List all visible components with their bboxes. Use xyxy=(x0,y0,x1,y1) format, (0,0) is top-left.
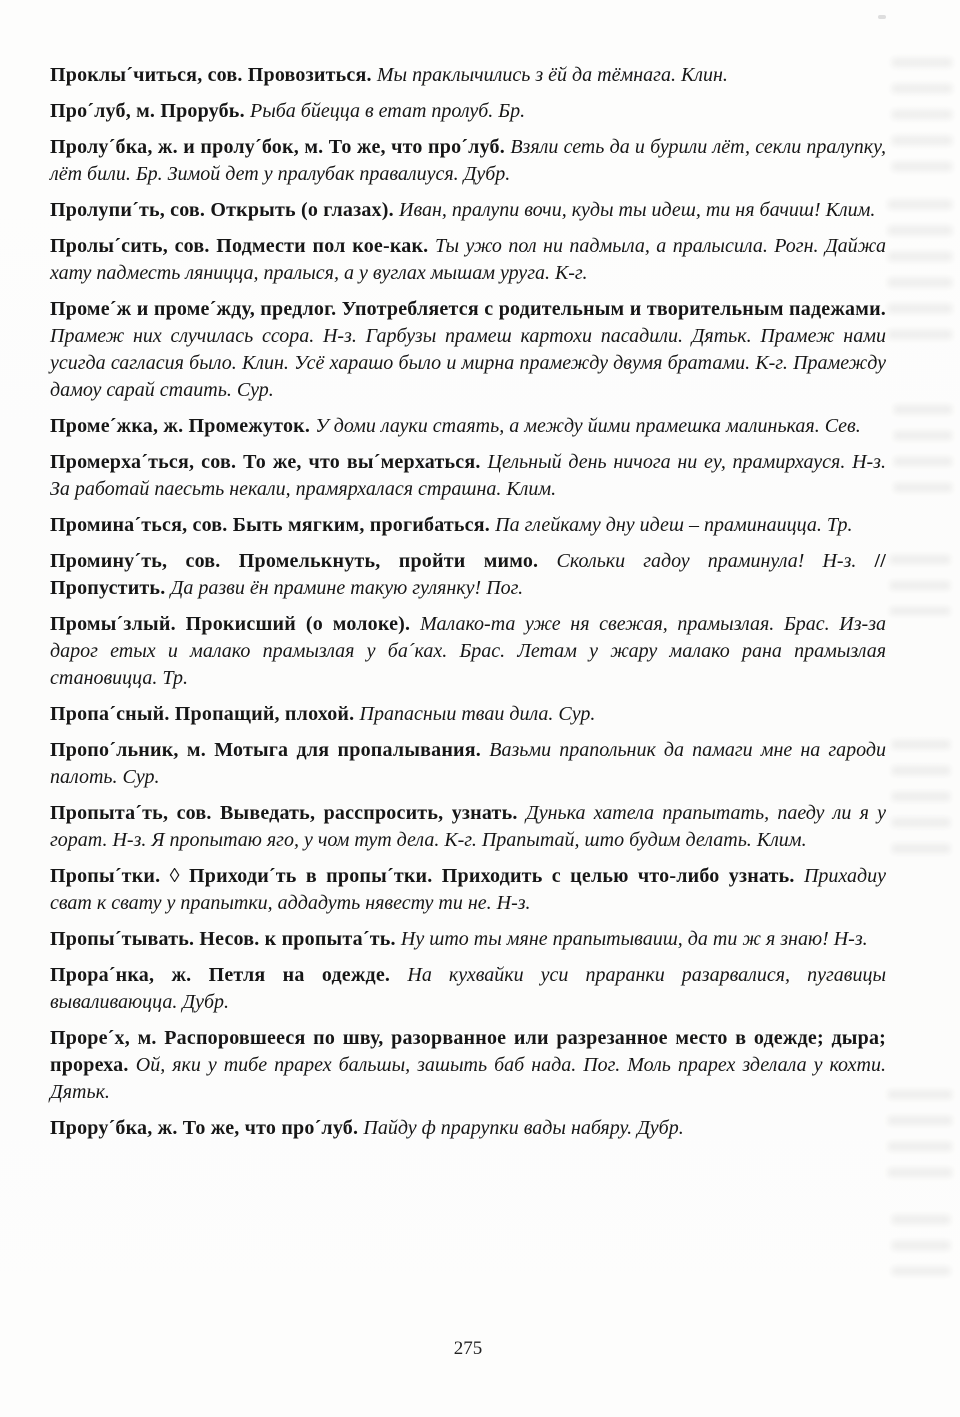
dictionary-entry xyxy=(50,62,886,89)
dictionary-entry xyxy=(50,548,886,602)
dictionary-entry xyxy=(50,233,886,287)
dictionary-entry xyxy=(50,296,886,404)
bleed-through-artifact xyxy=(892,58,952,178)
dictionary-entry xyxy=(50,701,886,728)
bleed-through-artifact xyxy=(890,555,950,615)
entry-example: Ой, яки у тибе прарех бальшы, зашыть баб нада. Пог. Моль прарех зделала у кохти. Дятьк. xyxy=(50,1054,886,1103)
entry-headword-definition: Пропыта´ть, сов. Выведать, расспросить, узнать. xyxy=(50,802,526,824)
entry-headword-definition: Пропы´тывать. Несов. к пропыта´ть. xyxy=(50,928,401,950)
entry-headword-definition: Пропы´тки. ◊ Приходи´ть в пропы´тки. Приходить с целью что-либо узнать. xyxy=(50,865,804,887)
entry-example: Иван, пралупи вочи, куды ты идеш, ти ня бачиш! Клим. xyxy=(399,199,876,221)
entries xyxy=(50,62,886,1151)
entry-example: Па глейкаму дну идеш – праминаицца. Тр. xyxy=(495,514,853,536)
scan-artifact-mark xyxy=(878,15,886,19)
entry-headword-definition: Пролы´сить, сов. Подмести пол кое-как. xyxy=(50,235,436,257)
page-number: 275 xyxy=(453,1338,483,1359)
entry-example: Цельный день ничога ни еу, прамирхауся. Н-з. За работай паесьть некали, прамярхалася страшна. Клим. xyxy=(50,451,886,500)
entry-headword-definition: Пролу´бка, ж. и пролу´бок, м. То же, что про´луб. xyxy=(50,136,511,158)
dictionary-entry xyxy=(50,1115,886,1142)
bleed-through-artifact xyxy=(892,740,950,860)
entry-example: Прамеж них случилась ссора. Н-з. Гарбузы прамеш картохи пасадили. Дятьк. Прамеж нами усигда сагласия было. Клин. Усё харашо было и мирна прамежду двумя братами. К-г. Прамежду дамоу сарай стаить. Сур. xyxy=(50,325,886,401)
entry-example: Прапасныи тваи дила. Сур. xyxy=(359,703,596,725)
entry-example: Вазьми прапольник да памаги мне на гароди палоть. Сур. xyxy=(50,739,887,788)
dictionary-entry xyxy=(50,800,886,854)
entry-example: Мы праклычились з ёй да тёмнага. Клин. xyxy=(376,64,728,86)
entry-headword-definition: Проре´х, м. Распоровшееся по шву, разорванное или разрезанное место в одежде; дыра; прореха. xyxy=(50,1027,886,1076)
dictionary-entry xyxy=(50,611,886,692)
dictionary-entry xyxy=(50,926,886,953)
dictionary-entry xyxy=(50,449,886,503)
entry-headword-definition: Прору´бка, ж. То же, что про´луб. xyxy=(50,1117,364,1139)
dictionary-entry xyxy=(50,1025,886,1106)
dictionary-entry xyxy=(50,863,886,917)
dictionary-entry xyxy=(50,197,886,224)
entry-headword-definition: Про´луб, м. Прорубь. xyxy=(50,100,250,122)
entry-headword-definition: Пропа´сный. Пропащий, плохой. xyxy=(50,703,360,725)
bleed-through-artifact xyxy=(888,200,952,350)
entry-headword-definition: Проме´ж и проме´жду, предлог. Употребляется с родительным и творительным падежами. xyxy=(50,298,886,320)
dictionary-entry xyxy=(50,134,886,188)
entry-headword-definition: // Пропустить. xyxy=(50,550,886,599)
entry-headword-definition: Пролупи´ть, сов. Открыть (о глазах). xyxy=(50,199,400,221)
entry-headword-definition: Промерха´ться, сов. То же, что вы´мерхаться. xyxy=(50,451,488,473)
entry-example: На кухвайки уси праранки разарвалися, пугавицы вываливаюцца. Дубр. xyxy=(50,964,886,1013)
entry-example: Скольки гадоу праминула! Н-з. xyxy=(556,550,875,572)
dictionary-entry xyxy=(50,512,886,539)
entry-headword-definition: Промина´ться, сов. Быть мягким, прогибаться. xyxy=(50,514,496,536)
entry-headword-definition: Пропо´льник, м. Мотыга для пропалывания. xyxy=(50,739,490,761)
entry-example: У доми лауки стаять, а между йими прамешка малинькая. Сев. xyxy=(315,415,861,437)
entry-headword-definition: Промину´ть, сов. Промелькнуть, пройти мимо. xyxy=(50,550,557,572)
entry-headword-definition: Промы´злый. Прокисший (о молоке). xyxy=(50,613,421,635)
entry-headword-definition: Проме´жка, ж. Промежуток. xyxy=(50,415,316,437)
dictionary-entry xyxy=(50,962,886,1016)
dictionary-entry xyxy=(50,413,886,440)
entry-example: Рыба бйецца в етат пролуб. Бр. xyxy=(249,100,526,122)
dictionary-entry xyxy=(50,98,886,125)
entry-example: Взяли сеть да и бурили лёт, секли пралупку, лёт били. Бр. Зимой дет у пралубак правалиуся. Дубр. xyxy=(50,136,886,185)
entry-example: Дунька хатела прапытать, паеду ли я у горат. Н-з. Я пропытаю яго, у чом тут дела. К-г. Прапытай, што будим делать. Клим. xyxy=(50,802,886,851)
entry-example: Малако-та уже ня свежая, прамызлая. Брас. Из-за дарог етых и малако прамызлая у ба´ках. Брас. Летам у жару малако рана прамызлая становицца. Тр. xyxy=(50,613,886,689)
entry-headword-definition: Проклы´читься, сов. Провозиться. xyxy=(50,64,377,86)
entry-headword-definition: Прора´нка, ж. Петля на одежде. xyxy=(50,964,408,986)
dictionary-entry xyxy=(50,737,886,791)
entry-example: Пайду ф прарупки вады набяру. Дубр. xyxy=(363,1117,684,1139)
bleed-through-artifact xyxy=(892,1215,950,1275)
entry-example: Ну што ты мяне прапытываиш, да ти ж я знаю! Н-з. xyxy=(400,928,868,950)
entry-example: Ты ужо пол ни падмыла, а пралысила. Рогн. Дайжа хату падместь ляницца, пралыся, а у вуглах мышам уруга. К-г. xyxy=(50,235,887,284)
entry-example: Прихадиу сват к свату у прапытки, аддадуть нявесту ти не. Н-з. xyxy=(50,865,886,914)
entry-example: Да разви ён прамине такую гулянку! Пог. xyxy=(170,577,524,599)
bleed-through-artifact xyxy=(894,405,952,495)
bleed-through-artifact xyxy=(888,1090,952,1180)
